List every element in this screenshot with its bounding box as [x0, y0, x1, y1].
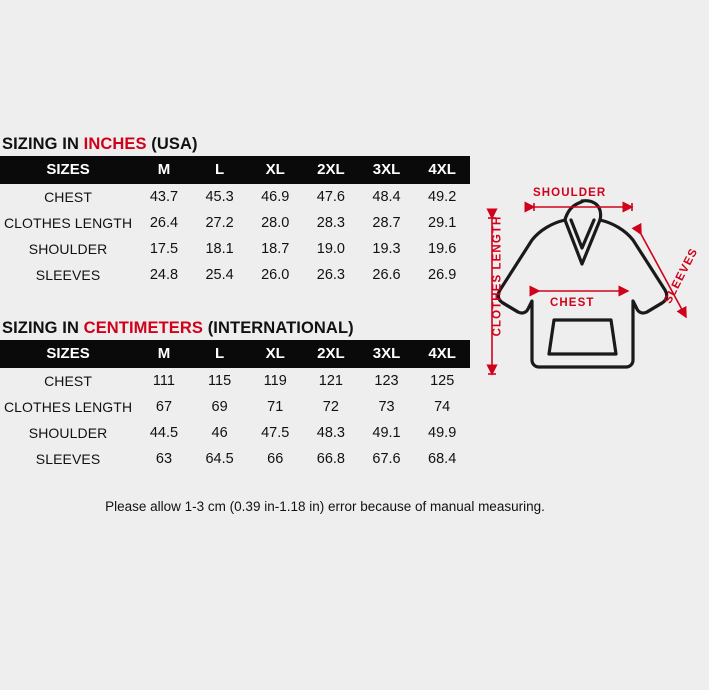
cell-sleeves-m: 24.8 [149, 267, 179, 283]
table-row [0, 420, 470, 446]
inches-heading-prefix: SIZING IN [2, 135, 84, 153]
cell-length-xl: 71 [267, 399, 284, 415]
column-header-m: M [136, 156, 192, 184]
centimeters-size-table [0, 340, 470, 472]
cell-length-xl: 28.0 [261, 215, 290, 231]
row-label-chest: CHEST [44, 189, 93, 205]
column-header-sizes: SIZES [0, 340, 136, 368]
cell-chest-4xl: 49.2 [428, 189, 457, 205]
diagram-label-clothes-length: CLOTHES LENGTH [491, 215, 504, 337]
cell-sleeves-3xl: 26.6 [372, 267, 401, 283]
column-header-4xl: 4XL [414, 156, 470, 184]
measuring-tolerance-note: Please allow 1-3 cm (0.39 in-1.18 in) error because of manual measuring. [105, 499, 545, 514]
centimeters-section-heading [2, 319, 354, 338]
table-row [0, 394, 470, 420]
table-header-row [0, 340, 470, 368]
diagram-label-shoulder: SHOULDER [533, 187, 607, 199]
cell-chest-2xl: 121 [318, 373, 343, 389]
row-label-chest: CHEST [44, 373, 93, 389]
cell-shoulder-2xl: 19.0 [316, 241, 345, 257]
row-label-shoulder: SHOULDER [28, 425, 108, 441]
cell-sleeves-l: 25.4 [205, 267, 234, 283]
column-header-xl: XL [247, 340, 303, 368]
cell-sleeves-2xl: 26.3 [316, 267, 345, 283]
cell-shoulder-3xl: 49.1 [372, 425, 401, 441]
cell-chest-2xl: 47.6 [316, 189, 345, 205]
hoodie-measurement-diagram [470, 178, 709, 398]
table-row [0, 184, 470, 210]
table-row [0, 262, 470, 288]
cell-sleeves-3xl: 67.6 [372, 451, 401, 467]
cell-sleeves-4xl: 26.9 [428, 267, 457, 283]
cell-shoulder-3xl: 19.3 [372, 241, 401, 257]
column-header-sizes: SIZES [0, 156, 136, 184]
cm-heading-prefix: SIZING IN [2, 319, 84, 337]
cell-sleeves-xl: 26.0 [261, 267, 290, 283]
cell-chest-l: 45.3 [205, 189, 234, 205]
cell-length-3xl: 28.7 [372, 215, 401, 231]
inches-heading-accent: INCHES [83, 135, 147, 153]
column-header-m: M [136, 340, 192, 368]
inches-heading-suffix: (USA) [146, 135, 198, 153]
table-row [0, 368, 470, 394]
table-row [0, 236, 470, 262]
cm-heading-accent: CENTIMETERS [83, 319, 204, 337]
cell-length-2xl: 28.3 [316, 215, 345, 231]
cell-sleeves-m: 63 [155, 451, 173, 467]
row-label-sleeves: SLEEVES [35, 267, 101, 283]
cell-sleeves-2xl: 66.8 [316, 451, 345, 467]
cell-chest-l: 115 [208, 373, 232, 389]
cell-shoulder-2xl: 48.3 [316, 425, 345, 441]
column-header-xl: XL [247, 156, 303, 184]
cell-sleeves-xl: 66 [267, 451, 284, 467]
inches-section-heading [2, 135, 198, 154]
column-header-3xl: 3XL [359, 156, 415, 184]
column-header-4xl: 4XL [414, 340, 470, 368]
cell-length-2xl: 72 [322, 399, 339, 415]
inches-size-table [0, 156, 470, 288]
cell-chest-4xl: 125 [430, 373, 455, 389]
table-header-row [0, 156, 470, 184]
row-label-sleeves: SLEEVES [35, 451, 101, 467]
diagram-label-sleeves: SLEEVES [662, 246, 701, 306]
column-header-l: L [192, 156, 248, 184]
cell-shoulder-xl: 18.7 [261, 241, 290, 257]
cell-chest-3xl: 123 [374, 373, 399, 389]
cell-length-4xl: 29.1 [428, 215, 457, 231]
cell-sleeves-4xl: 68.4 [428, 451, 457, 467]
cell-length-4xl: 74 [434, 399, 451, 415]
cell-chest-xl: 119 [263, 373, 287, 389]
table-row [0, 210, 470, 236]
cell-length-l: 69 [211, 399, 228, 415]
cell-chest-3xl: 48.4 [372, 189, 401, 205]
row-label-clothes-length: CLOTHES LENGTH [3, 399, 133, 415]
row-label-clothes-length: CLOTHES LENGTH [3, 215, 133, 231]
cell-chest-m: 111 [152, 373, 175, 389]
cell-shoulder-m: 17.5 [149, 241, 179, 257]
cell-chest-m: 43.7 [149, 189, 179, 205]
cm-heading-suffix: (INTERNATIONAL) [203, 319, 354, 337]
cell-shoulder-l: 18.1 [205, 241, 234, 257]
cell-sleeves-l: 64.5 [205, 451, 234, 467]
diagram-label-chest: CHEST [550, 297, 595, 309]
cell-length-m: 67 [155, 399, 173, 415]
cell-shoulder-m: 44.5 [149, 425, 179, 441]
column-header-2xl: 2XL [303, 340, 359, 368]
cell-shoulder-xl: 47.5 [261, 425, 290, 441]
cell-length-3xl: 73 [378, 399, 395, 415]
cell-length-m: 26.4 [149, 215, 179, 231]
row-label-shoulder: SHOULDER [28, 241, 108, 257]
cell-shoulder-4xl: 49.9 [428, 425, 457, 441]
cell-chest-xl: 46.9 [261, 189, 290, 205]
column-header-l: L [192, 340, 248, 368]
cell-shoulder-4xl: 19.6 [428, 241, 457, 257]
column-header-2xl: 2XL [303, 156, 359, 184]
cell-length-l: 27.2 [205, 215, 234, 231]
cell-shoulder-l: 46 [211, 425, 228, 441]
table-row [0, 446, 470, 472]
column-header-3xl: 3XL [359, 340, 415, 368]
